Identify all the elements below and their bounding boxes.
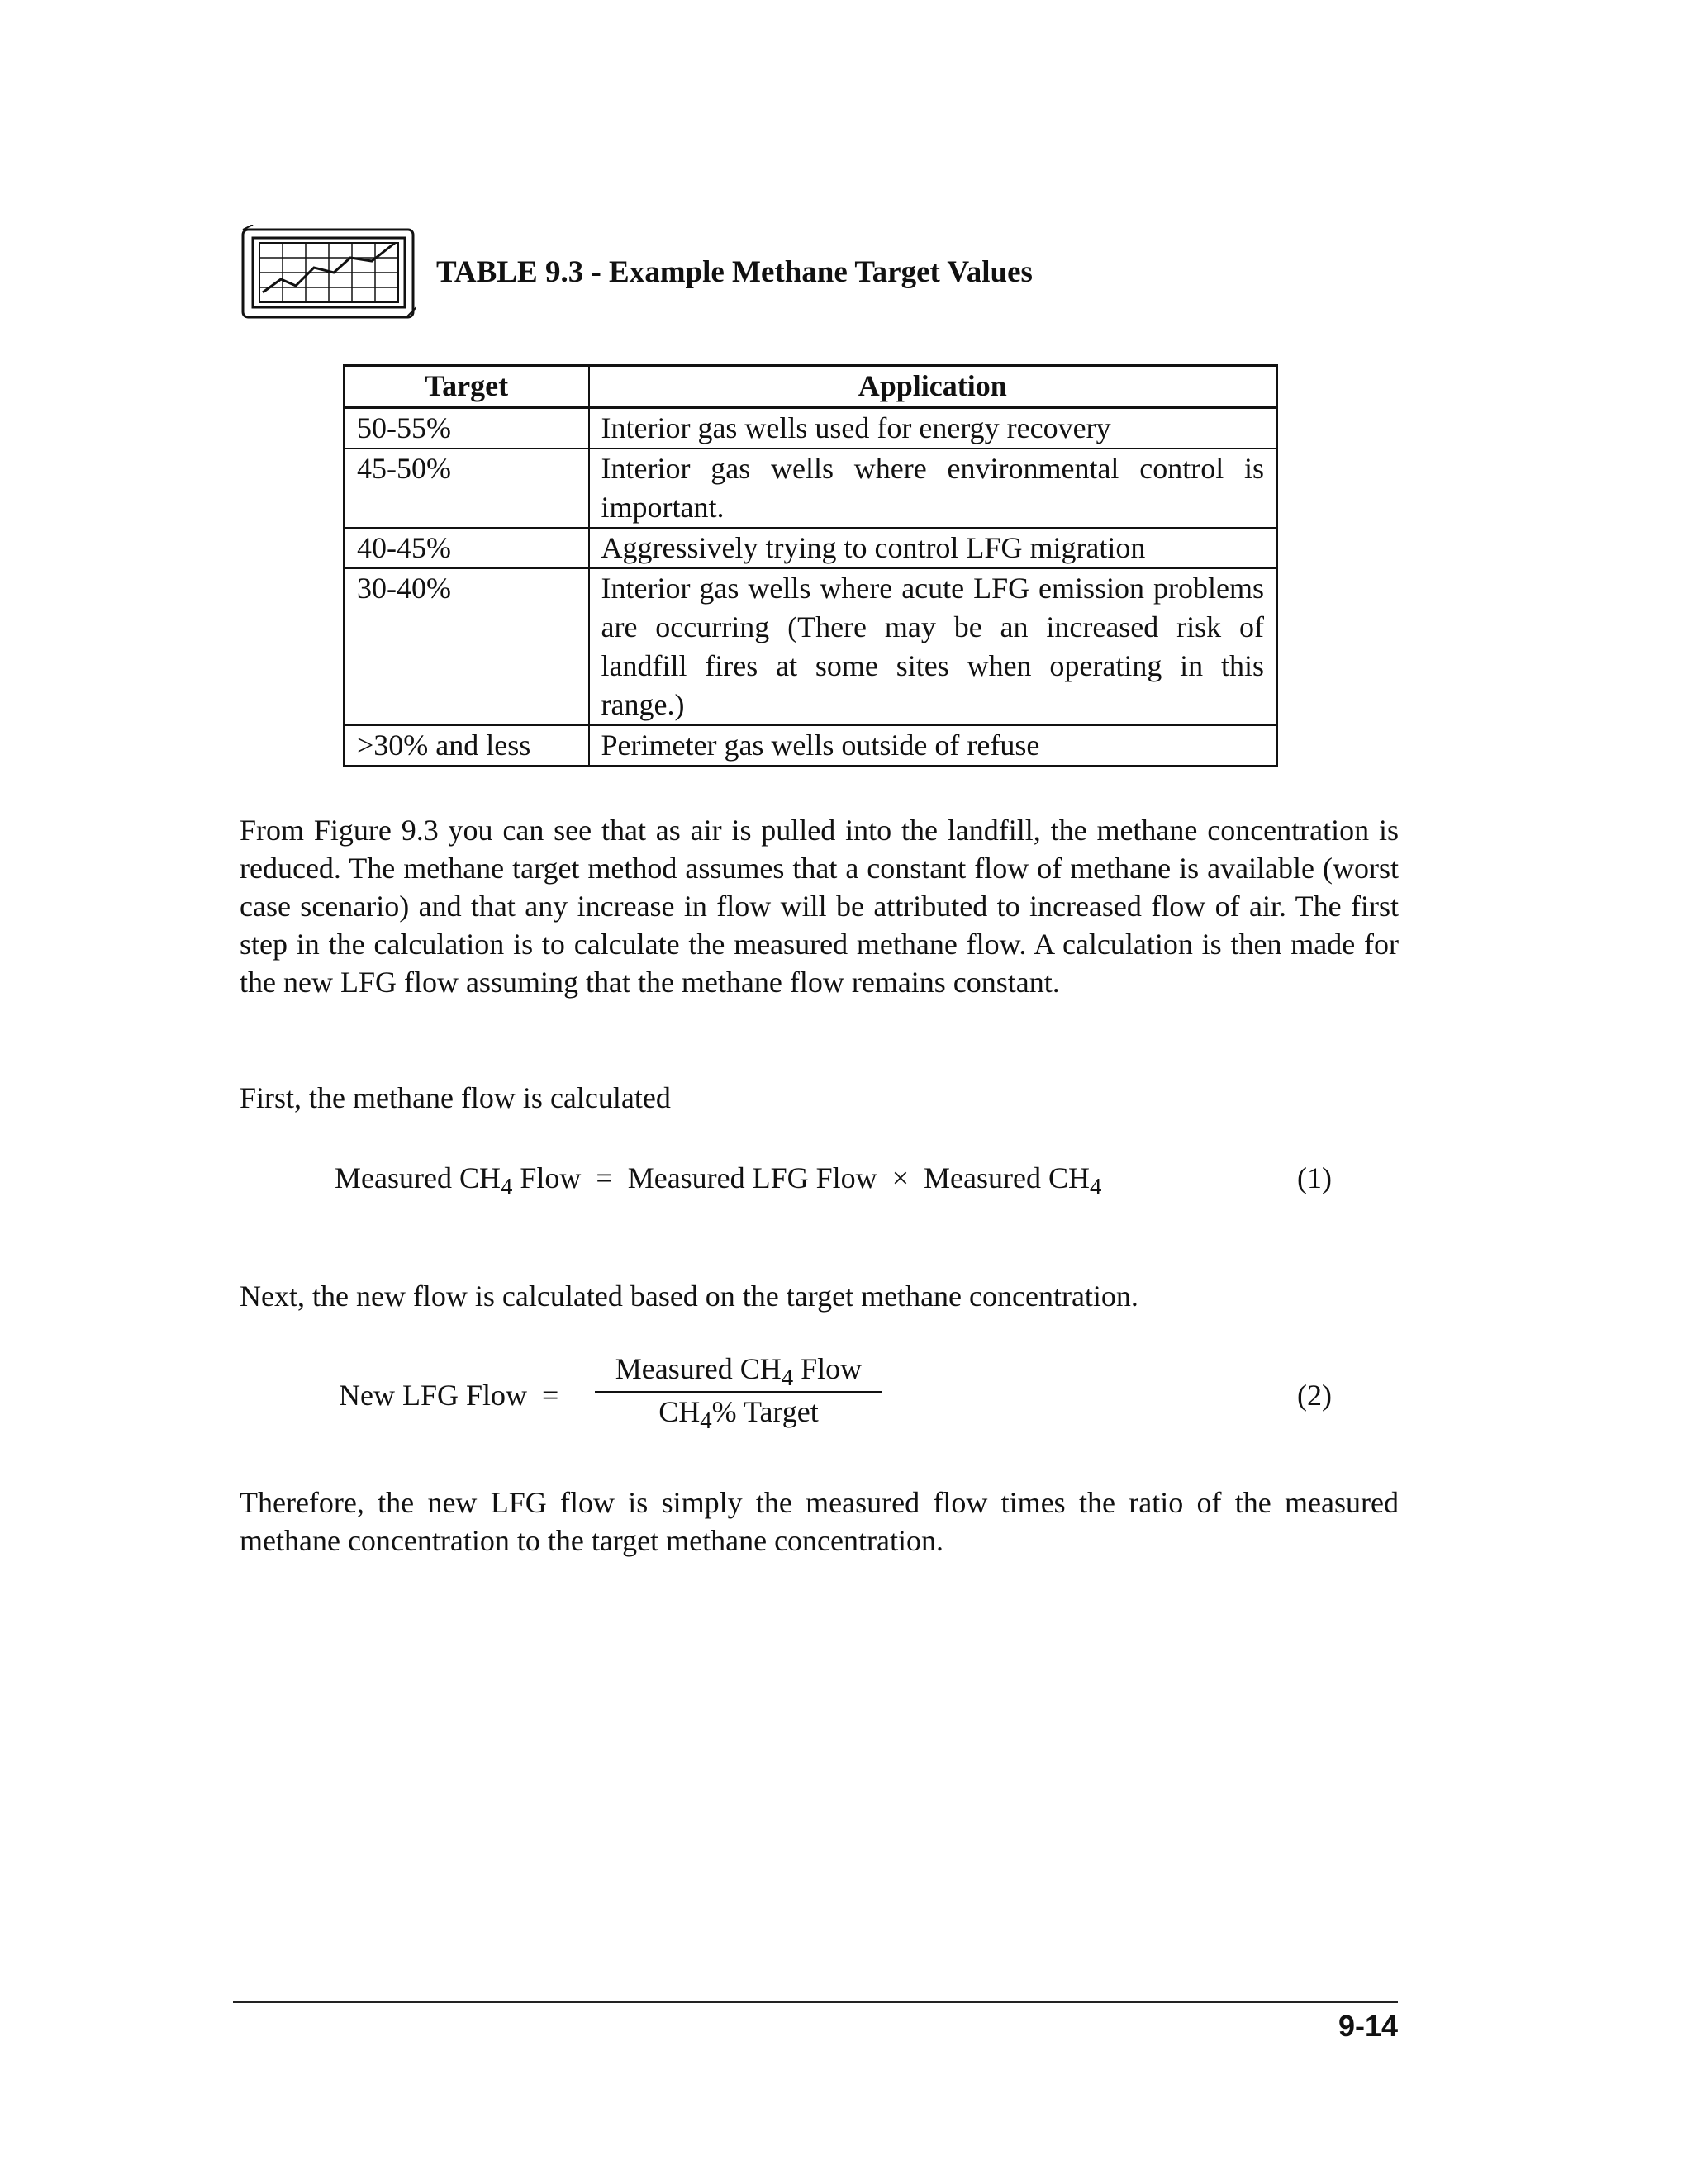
body-paragraph: From Figure 9.3 you can see that as air is pulled into the landfill, the methane concentration is reduced. The methane target method assumes that a constant flow of methane is available (worst case scenario) and that any increase in flow will be attributed to increased flow of air. The first step in the calculation is to calculate the measured methane flow. A calculation is then made for the new LFG flow assuming that the methane flow remains constant.: [240, 814, 1399, 999]
table-row: [345, 725, 1277, 767]
column-header-target: Target: [345, 366, 589, 408]
table-title: TABLE 9.3 - Example Methane Target Values: [436, 255, 1033, 289]
application-cell: Interior gas wells where acute LFG emission problems are occurring (There may be an increased risk of landfill fires at some sites when operating in this range.): [589, 568, 1277, 725]
target-cell: 40-45%: [345, 528, 589, 568]
equation-2-fraction: [595, 1351, 882, 1435]
eq1-lhs: Measured $CH_4$ Flow: [335, 1161, 582, 1201]
target-cell: 50-55%: [345, 407, 589, 449]
application-cell: Interior gas wells where environmental control is important.: [589, 449, 1277, 528]
application-cell: Perimeter gas wells outside of refuse: [589, 725, 1277, 767]
application-cell: Aggressively trying to control LFG migration: [589, 528, 1277, 568]
footer-rule: [233, 2001, 1398, 2003]
target-cell: >30% and less: [345, 725, 589, 767]
body-paragraph: Next, the new flow is calculated based on the target methane concentration.: [240, 1280, 1138, 1313]
eq1-rhs-a: Measured LFG Flow: [627, 1161, 877, 1194]
body-paragraph: First, the methane flow is calculated: [240, 1081, 671, 1114]
table-row: [345, 407, 1277, 449]
fraction-numerator: Measured $CH_4$ Flow: [595, 1351, 882, 1393]
fraction-denominator: $CH_4\%$ Target: [658, 1395, 819, 1435]
equation-2-lhs: New LFG Flow =: [339, 1379, 559, 1412]
table-row: [345, 568, 1277, 725]
times-sign: ×: [891, 1161, 909, 1194]
application-cell: Interior gas wells used for energy recovery: [589, 407, 1277, 449]
equals-sign: =: [596, 1161, 613, 1194]
equation-number: (1): [1297, 1161, 1332, 1194]
target-cell: 45-50%: [345, 449, 589, 528]
target-cell: 30-40%: [345, 568, 589, 725]
eq1-rhs-b: Measured $CH_4$: [924, 1161, 1102, 1201]
chart-table-icon: [241, 225, 416, 322]
body-paragraph: Therefore, the new LFG flow is simply the measured flow times the ratio of the measured methane concentration to the target methane concentration.: [240, 1486, 1399, 1557]
equals-sign: =: [542, 1379, 559, 1412]
methane-target-table: [343, 364, 1278, 767]
equation-number: (2): [1297, 1379, 1332, 1412]
table-row: [345, 528, 1277, 568]
equation-1: [335, 1161, 1102, 1201]
table-header-row: [345, 366, 1277, 408]
page-number: 9-14: [1338, 2009, 1398, 2043]
table-row: [345, 449, 1277, 528]
column-header-application: Application: [589, 366, 1277, 408]
